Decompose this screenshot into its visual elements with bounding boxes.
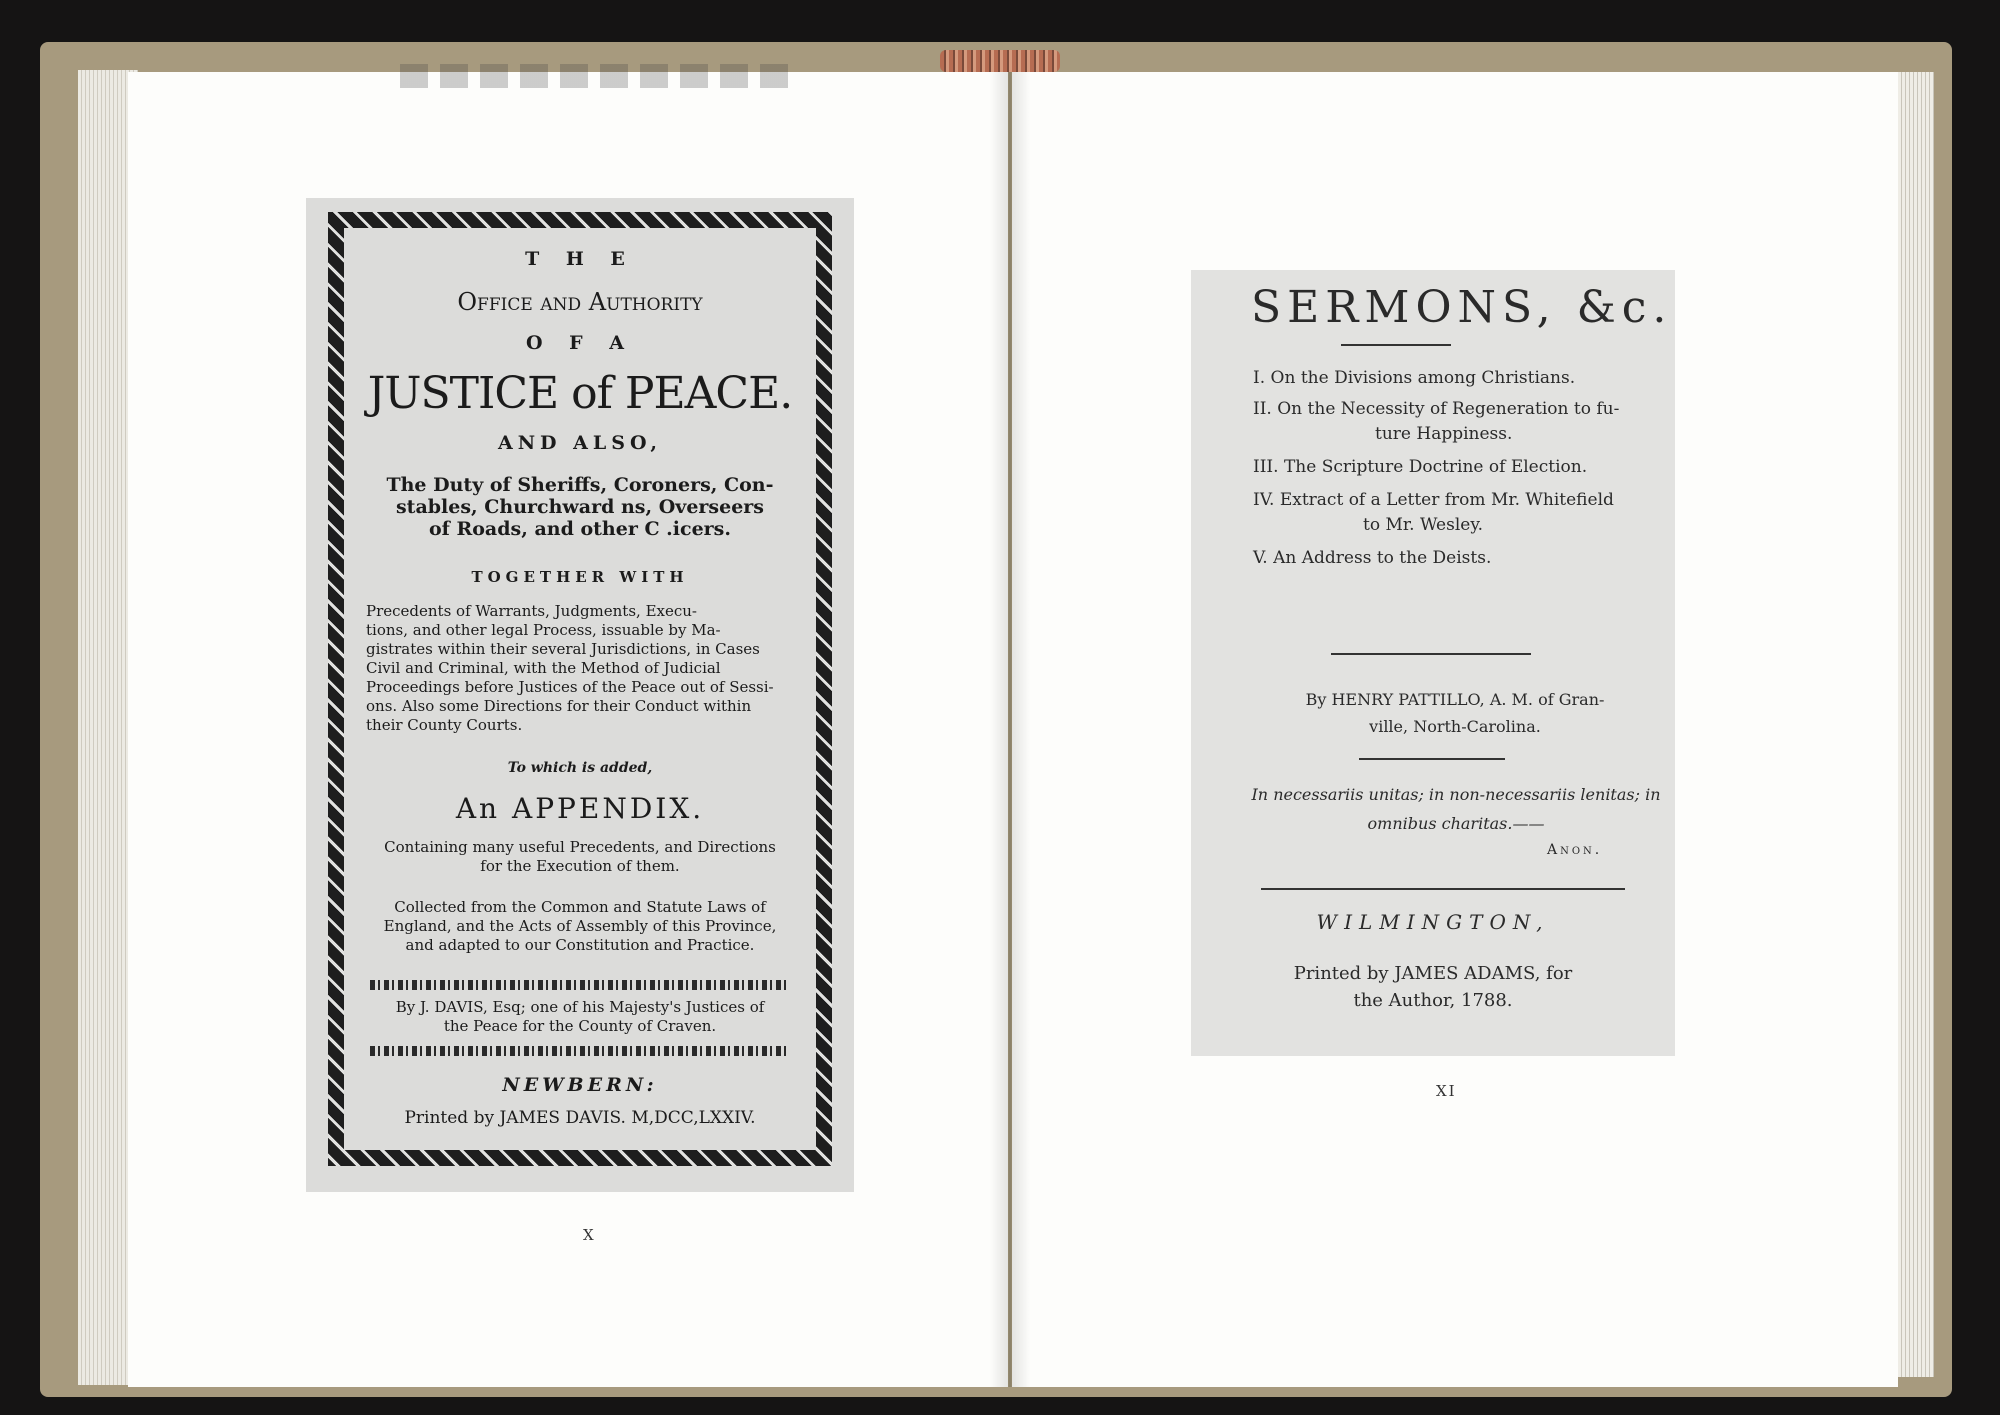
collected-text: Collected from the Common and Statute Laws of England, and the Acts of Assembly of this Province, and adapted to our Constitution and Practice. bbox=[383, 898, 777, 954]
title-justice: JUSTICE of PEACE. bbox=[367, 368, 793, 419]
page-edges-right bbox=[1894, 72, 1934, 1377]
latin-motto: In necessariis unitas; in non-necessariis lenitas; in omnibus charitas.—— bbox=[1251, 785, 1661, 833]
bleed-through bbox=[400, 64, 800, 88]
sermons-author: By HENRY PATTILLO, A. M. of Gran- ville, North-Carolina. bbox=[1305, 690, 1605, 736]
duty-text: The Duty of Sheriffs, Coroners, Con- stables, Churchward ns, Overseers of Roads, and other C .icers. bbox=[386, 474, 774, 540]
book-gutter bbox=[990, 72, 1030, 1387]
ornament-line-3 bbox=[1359, 758, 1505, 760]
ornament-row-1 bbox=[370, 980, 790, 990]
contents-item: V. An Address to the Deists. bbox=[1253, 548, 1492, 568]
contents-list: I. On the Divisions among Christians. II. On the Necessity of Regeneration to fu- ture Happiness. III. The Scripture Doctrine of Election. IV. Extract of a Letter from Mr. Whitefield to Mr. Wesley. V. An Address to the Deists. bbox=[1253, 366, 1653, 571]
contents-item: III. The Scripture Doctrine of Election. bbox=[1253, 457, 1588, 477]
appendix-heading: An APPENDIX. bbox=[455, 792, 705, 825]
printer-davis: Printed by JAMES DAVIS. M,DCC,LXXIV. bbox=[404, 1108, 756, 1128]
together-with: TOGETHER WITH bbox=[471, 568, 689, 586]
title-page-facsimile-sermons bbox=[1191, 270, 1675, 1056]
page-number-left: X bbox=[583, 1226, 596, 1244]
title-page-facsimile-justice bbox=[306, 198, 854, 1192]
printer-adams: Printed by JAMES ADAMS, for the Author, 1788. bbox=[1293, 963, 1573, 1011]
contents-item: I. On the Divisions among Christians. bbox=[1253, 368, 1576, 388]
sermons-title: SERMONS, &c. bbox=[1251, 282, 1673, 333]
title-of-a: O F A bbox=[525, 332, 634, 354]
to-which-added: To which is added, bbox=[507, 760, 653, 776]
ornament-line-2 bbox=[1331, 653, 1531, 655]
motto-source: Anon. bbox=[1547, 842, 1603, 858]
ornament-line-4 bbox=[1261, 888, 1625, 890]
author-text: By J. DAVIS, Esq; one of his Majesty's Justices of the Peace for the County of Craven. bbox=[395, 998, 765, 1035]
contents-item: IV. Extract of a Letter from Mr. Whitefield bbox=[1253, 490, 1614, 510]
page-number-right: XI bbox=[1436, 1082, 1457, 1100]
title-office: Office and Authority bbox=[457, 288, 703, 316]
place-wilmington: WILMINGTON, bbox=[1316, 910, 1550, 934]
binding-stitch bbox=[940, 50, 1060, 72]
title-the: T H E bbox=[525, 248, 635, 270]
containing-text: Containing many useful Precedents, and Directions for the Execution of them. bbox=[384, 838, 776, 875]
precedents-text: Precedents of Warrants, Judgments, Execu- tions, and other legal Process, issuable by Ma- gistrates within their several Jurisdictions, in Cases Civil and Criminal, with the Method of Judicial Proceedings before Justices of the Peace out of Sessi- ons. Also some Directions for their Conduct within their County Courts. bbox=[366, 602, 774, 734]
contents-item: II. On the Necessity of Regeneration to fu- bbox=[1253, 399, 1620, 419]
ornament-row-2 bbox=[370, 1046, 790, 1056]
title-and-also: AND ALSO, bbox=[497, 432, 663, 454]
place-newbern: NEWBERN: bbox=[502, 1074, 658, 1096]
ornament-line-1 bbox=[1341, 344, 1451, 346]
